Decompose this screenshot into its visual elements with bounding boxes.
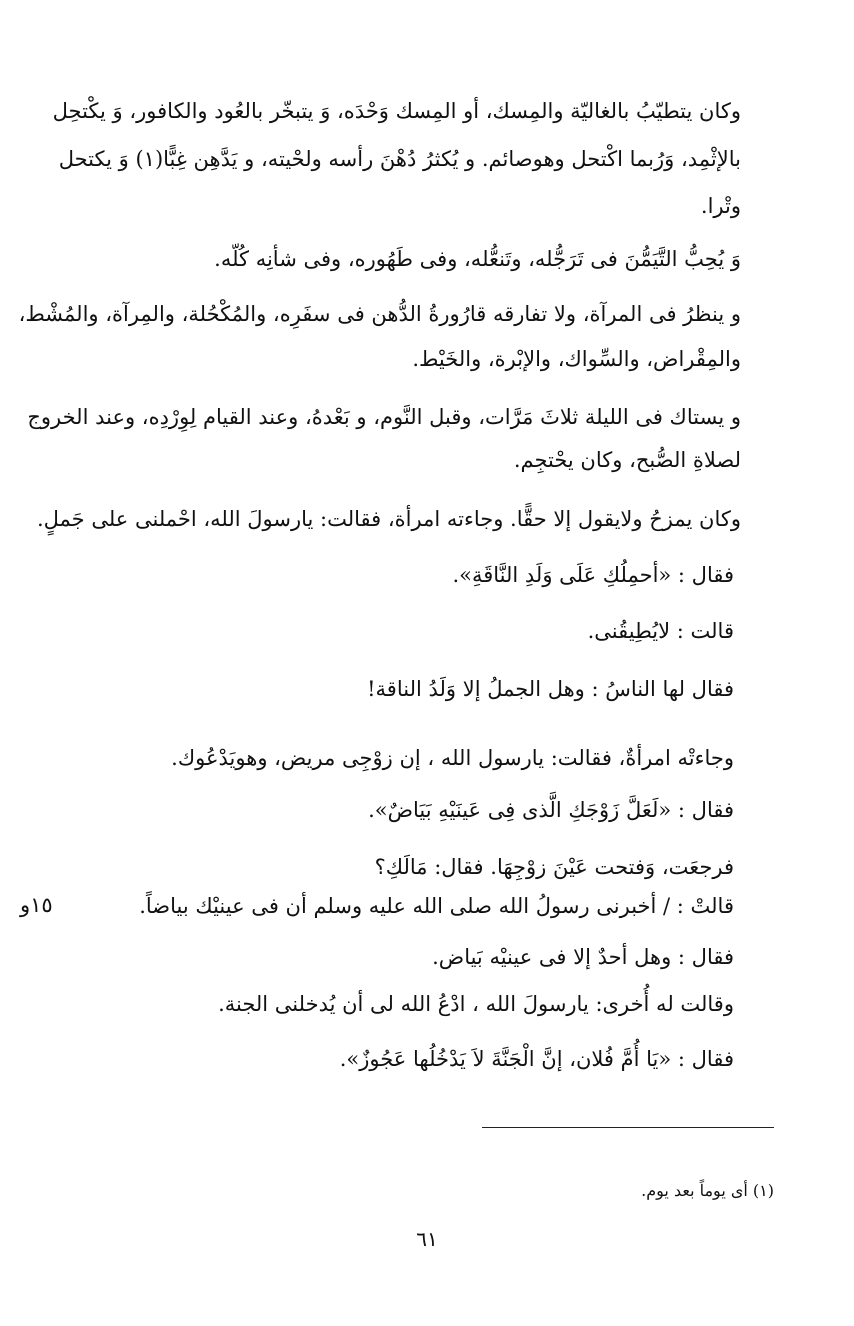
- text-line-2: بالإثْمِد، وَرُبما اكْتحل وهوصائم. و يُكثرُ دُهْنَ رأسه ولحْيته، و يَدَّهِن غِبًّا(١) وَ يكتحل: [58, 147, 741, 171]
- text-line-17: فقال : وهل أحدٌ إلا فى عينيْه بَياض.: [432, 945, 734, 969]
- text-line-18: وقالت له أُخرى: يارسولَ الله ، ادْعُ الله لى أن يُدخلنى الجنة.: [218, 992, 734, 1016]
- text-line-5: و ينظرُ فى المرآة، ولا تفارقه قارُورةُ الدُّهن فى سفَرِه، والمُكْحُلة، والمِرآة، والمُشْط،: [18, 302, 741, 326]
- footnote-divider: [482, 1127, 774, 1128]
- text-line-3: وتْرا.: [700, 194, 741, 218]
- text-line-9: وكان يمزحُ ولايقول إلا حقًّا. وجاءته امرأة، فقالت: يارسولَ الله، احْملنى على جَملٍ.: [36, 507, 741, 531]
- folio-margin-note: ١٥و: [20, 893, 53, 917]
- text-line-12: فقال لها الناسُ : وهل الجملُ إلا وَلَدُ الناقة!: [367, 677, 734, 701]
- text-line-15: فرجعَت، وَفتحت عَيْنَ زوْجِهَا. فقال: مَالَكِ؟: [374, 855, 734, 879]
- text-line-16: قالتْ : / أخبرنى رسولُ الله صلى الله عليه وسلم أن فى عينيْك بياضاً.: [139, 894, 734, 918]
- page-number: ٦١: [416, 1227, 438, 1251]
- text-line-13: وجاءتْه امرأةٌ، فقالت: يارسول الله ، إن زوْجِى مريض، وهويَدْعُوك.: [171, 746, 734, 770]
- text-line-11: قالت : لايُطِيقُنى.: [587, 619, 734, 643]
- footnote: (١) أى يوماً بعد يوم.: [641, 1181, 774, 1200]
- text-line-4: وَ يُحِبُّ التَّيَمُّنَ فى تَرَجُّله، وتَنعُّله، وفى طَهُوره، وفى شأنِه كُلّه.: [214, 247, 741, 271]
- text-line-6: والمِقْراض، والسِّواك، والإبْرة، والخَيْط.: [412, 347, 741, 371]
- text-line-10: فقال : «أحمِلُكِ عَلَى وَلَدِ النَّاقَةِ».: [452, 563, 734, 587]
- text-line-1: وكان يتطيّبُ بالغاليّة والمِسك، أو المِسك وَحْدَه، وَ يتبخّر بالعُود والكافور، وَ يكْتحِل: [52, 99, 741, 123]
- text-line-19: فقال : «يَا أُمَّ فُلان، إنَّ الْجَنَّةَ لاَ يَدْخُلُها عَجُوزٌ».: [339, 1047, 734, 1071]
- text-line-14: فقال : «لَعَلَّ زَوْجَكِ الَّذى فِى عَينَيْهِ بَيَاضٌ».: [368, 798, 734, 822]
- text-line-7: و يستاك فى الليلة ثلاثَ مَرَّات، وقبل النَّوم، و بَعْدهُ، وعند القيام لِوِرْدِه، وعند الخروج: [27, 405, 741, 429]
- text-line-8: لصلاةِ الصُّبح، وكان يحْتجِم.: [513, 448, 741, 472]
